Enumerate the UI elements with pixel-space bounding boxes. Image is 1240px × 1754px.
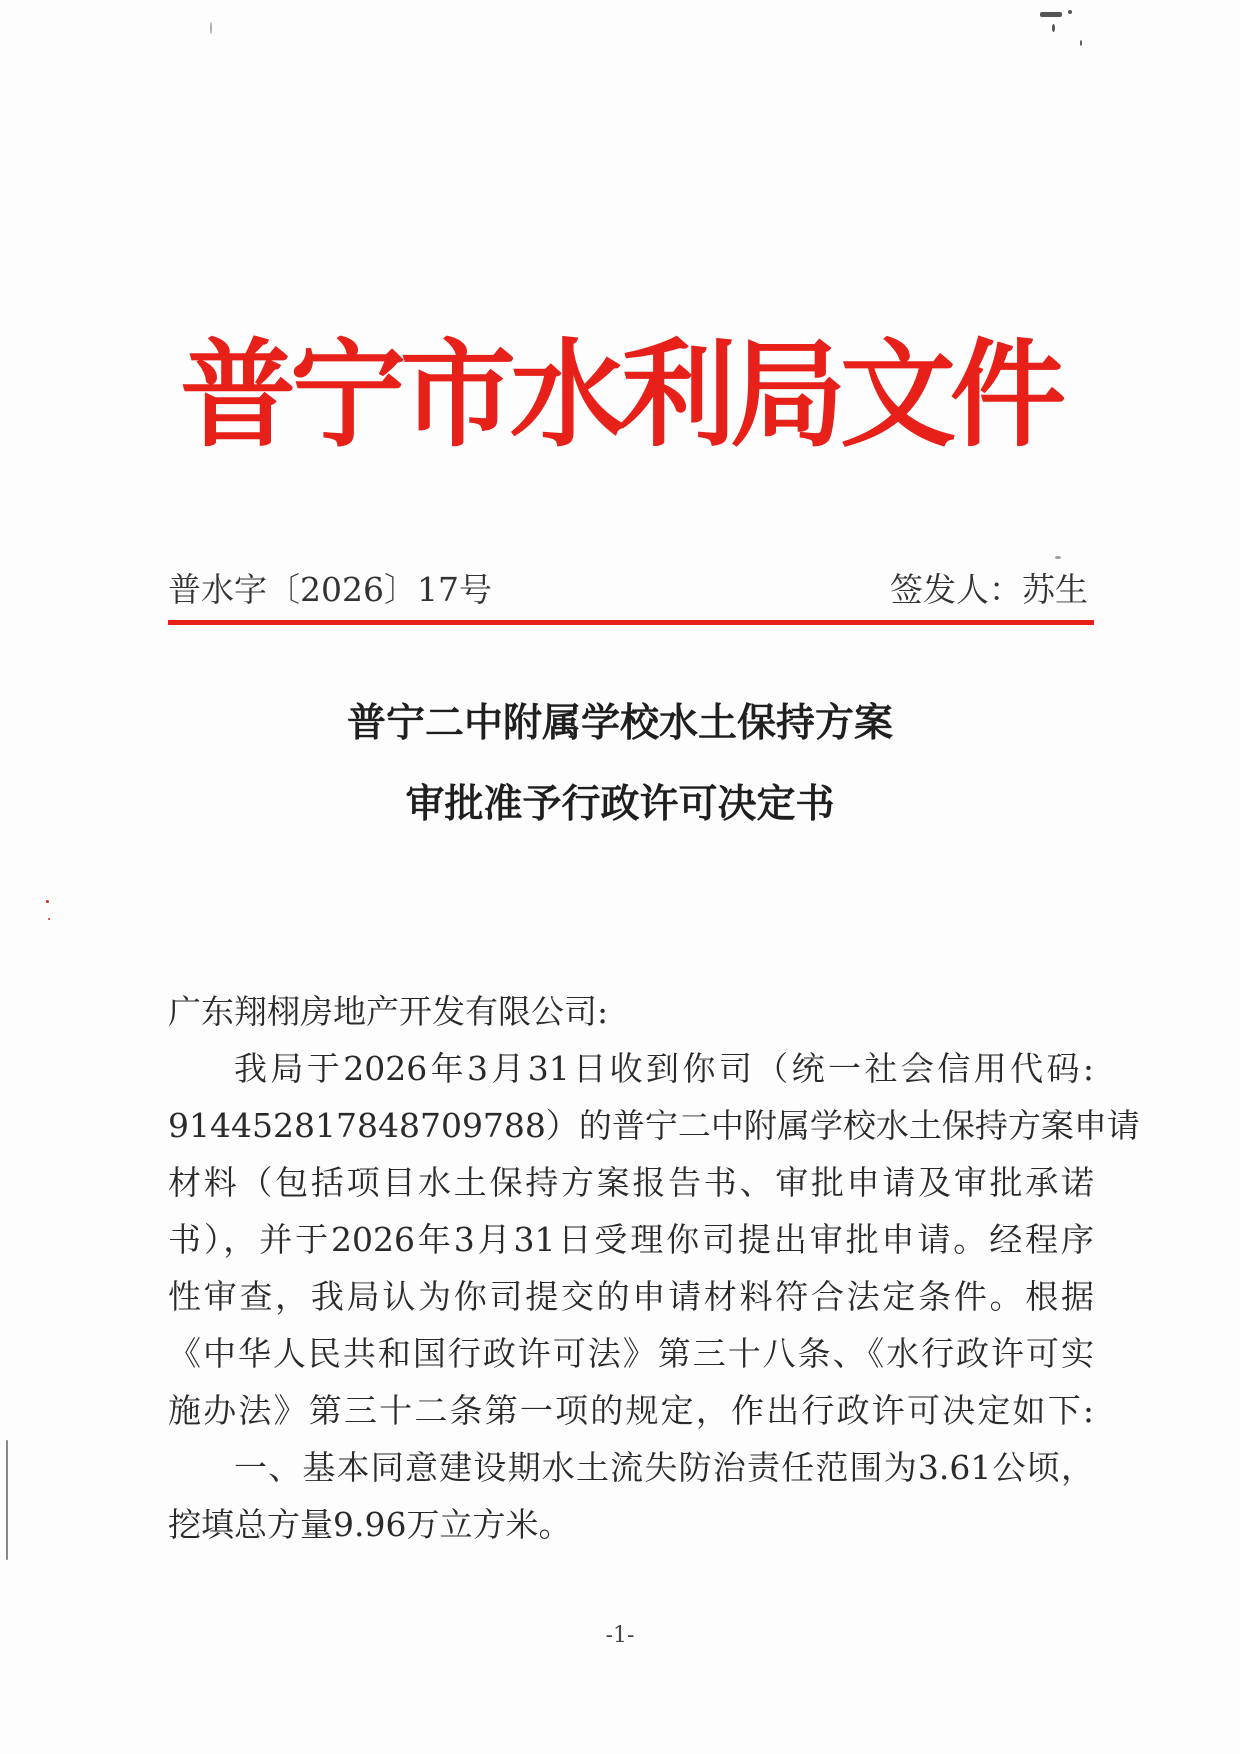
scan-speck — [210, 22, 212, 34]
document-masthead: 普宁市水利局文件 — [180, 327, 1060, 463]
body-line: 书），并于2026年3月31日受理你司提出审批申请。经程序 — [168, 1220, 1094, 1259]
body-line: 《中华人民共和国行政许可法》第三十八条、《水行政许可实 — [168, 1334, 1094, 1373]
scan-speck — [1040, 12, 1062, 17]
scan-speck — [1055, 556, 1061, 559]
document-title-line-2: 审批准予行政许可决定书 — [405, 781, 835, 827]
body-line: 挖填总方量9.96万立方米。 — [168, 1505, 572, 1544]
scan-speck — [1080, 40, 1082, 46]
scan-speck — [46, 900, 49, 903]
document-number: 普水字〔2026〕17号 — [168, 570, 492, 609]
body-line: 材料（包括项目水土保持方案报告书、审批申请及审批承诺 — [168, 1163, 1094, 1202]
body-line: 我局于2026年3月31日收到你司（统一社会信用代码: — [234, 1049, 1094, 1088]
scan-speck — [1068, 10, 1072, 14]
scan-speck — [6, 1440, 8, 1560]
body-line: 施办法》第三十二条第一项的规定，作出行政许可决定如下: — [168, 1391, 1094, 1430]
document-title-line-1: 普宁二中附属学校水土保持方案 — [346, 700, 893, 746]
body-line: 914452817848709788）的普宁二中附属学校水土保持方案申请 — [168, 1106, 1140, 1145]
body-line: 性审查，我局认为你司提交的申请材料符合法定条件。根据 — [168, 1277, 1094, 1316]
signer-line: 签发人：苏生 — [890, 570, 1088, 609]
masthead-red-rule — [168, 620, 1094, 625]
addressee: 广东翔栩房地产开发有限公司: — [168, 992, 609, 1031]
scan-speck — [1052, 24, 1055, 32]
body-line: 一、基本同意建设期水土流失防治责任范围为3.61公顷， — [234, 1448, 1094, 1487]
page-number: -1- — [605, 1623, 635, 1648]
scan-speck — [48, 918, 50, 920]
